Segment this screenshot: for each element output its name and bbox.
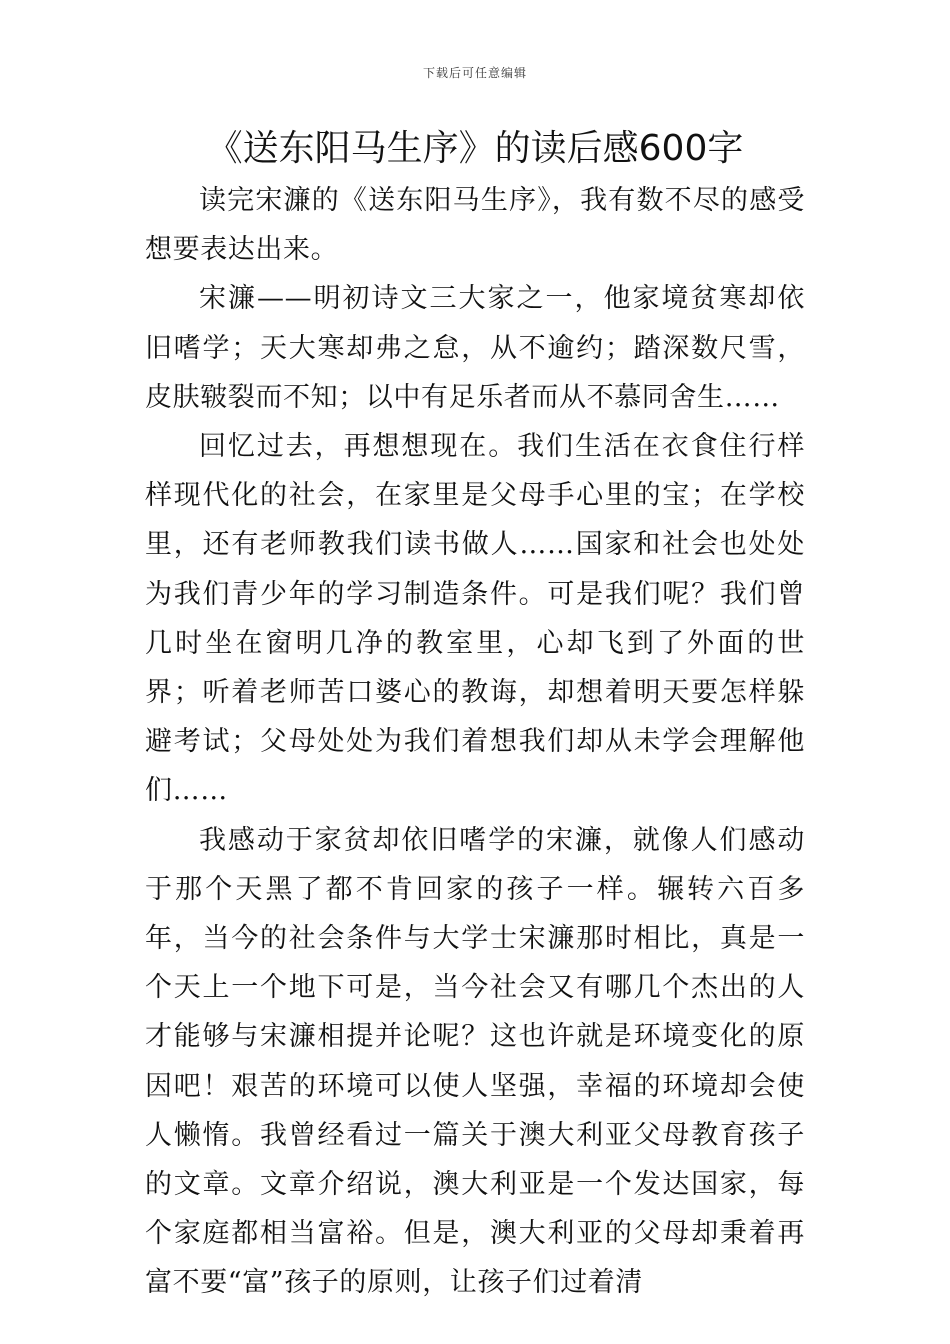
paragraph: 宋濂——明初诗文三大家之一，他家境贫寒却依旧嗜学；天大寒却弗之怠，从不逾约；踏深数尺雪，皮肤皲裂而不知；以中有足乐者而从不慕同舍生……	[145, 283, 805, 413]
paragraph: 读完宋濂的《送东阳马生序》，我有数不尽的感受想要表达出来。	[145, 185, 805, 266]
document-body	[145, 176, 805, 1308]
paragraph: 我感动于家贫却依旧嗜学的宋濂，就像人们感动于那个天黑了都不肯回家的孩子一样。辗转六百多年，当今的社会条件与大学士宋濂那时相比，真是一个天上一个地下可是，当今社会又有哪几个杰出的人才能够与宋濂相提并论呢？这也许就是环境变化的原因吧！艰苦的环境可以使人坚强，幸福的环境却会使人懒惰。我曾经看过一篇关于澳大利亚父母教育孩子的文章。文章介绍说，澳大利亚是一个发达国家，每个家庭都相当富裕。但是，澳大利亚的父母却秉着再富不要“富”孩子的原则，让孩子们过着清	[145, 824, 805, 1299]
paragraph: 回忆过去，再想想现在。我们生活在衣食住行样样现代化的社会，在家里是父母手心里的宝；在学校里，还有老师教我们读书做人……国家和社会也处处为我们青少年的学习制造条件。可是我们呢？我们曾几时坐在窗明几净的教室里，心却飞到了外面的世界；听着老师苦口婆心的教诲，却想着明天要怎样躲避考试；父母处处为我们着想我们却从未学会理解他们……	[145, 431, 805, 807]
header-note: 下载后可任意编辑	[422, 66, 527, 80]
document-title: 《送东阳马生序》的读后感600字	[206, 128, 744, 169]
